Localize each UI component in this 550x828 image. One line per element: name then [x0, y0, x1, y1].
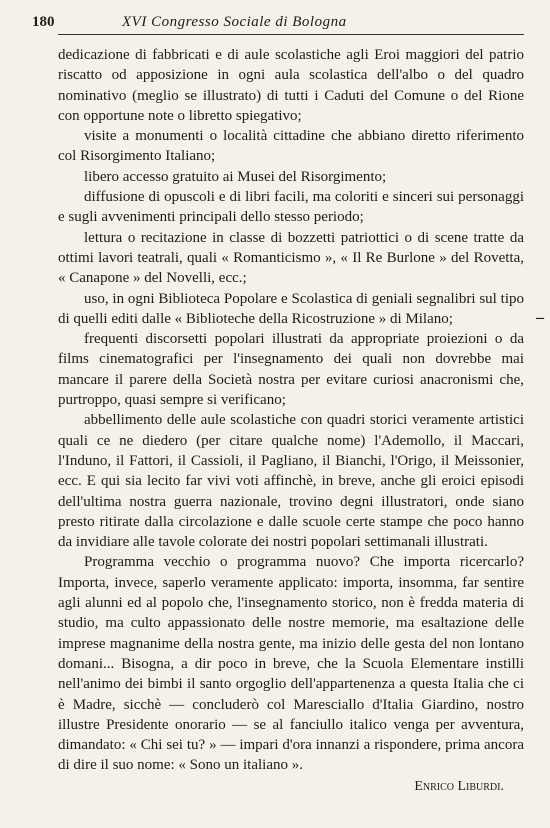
paragraph: lettura o recitazione in classe di bozzetti patriottici o di scene tratte da ottimi lavori teatrali, quali « Romanticismo », « Il Re Burlone » del Rovetta, « Canapone » del Novelli, ecc.; — [58, 229, 524, 287]
paragraph: diffusione di opuscoli e di libri facili, ma coloriti e sinceri sui personaggi e sugli avvenimenti principali dello stesso periodo; — [58, 189, 524, 226]
paragraph: dedicazione di fabbricati e di aule scolastiche agli Eroi maggiori del patrio riscatto od apposizione in ogni aula scolastica dell'albo o del quadro nominativo (meglio se illustrato) di tutti i Caduti del Comune o del Rione con opportune note o libretto spiegativo; — [58, 47, 524, 124]
paragraph: abbellimento delle aule scolastiche con quadri storici veramente artistici quali ce ne diedero (per citare qualche nome) l'Ademollo, il Maccari, l'Induno, il Fattori, il Cassioli, il Pagliano, il Bianchi, l'Origo, il Meissonier, ecc. E qui sia lecito far vivi voti affinchè, in breve, anche gli eroici episodi dell'ultima nostra guerra nazionale, trovino degni illustratori, onde siano presto ritirate dalla circolazione e dalle scuole certe stampe che poco hanno da invidiare alle tavole colorate dei nostri popolari settimanali illustrati. — [58, 412, 524, 551]
page-header — [32, 14, 524, 35]
paragraph: uso, in ogni Biblioteca Popolare e Scolastica di geniali segnalibri sul tipo di quelli editi dalle « Biblioteche della Ricostruzione » di Milano; — [58, 290, 524, 327]
author-signature: Enrico Liburdi. — [414, 778, 504, 794]
margin-mark: – — [536, 309, 544, 326]
running-title: XVI Congresso Sociale di Bologna — [122, 14, 347, 30]
paragraph: frequenti discorsetti popolari illustrati da appropriate proiezioni o da films cinematografici per l'insegnamento dei quali non dovrebbe mai mancare il parere della Società nostra per evitare curiosi anacronismi che, purtroppo, quasi sempre si verificano; — [58, 331, 524, 409]
paragraph: libero accesso gratuito ai Musei del Risorgimento; — [84, 168, 387, 185]
page-number: 180 — [32, 14, 55, 30]
paragraph: visite a monumenti o località cittadine che abbiano diretto riferimento col Risorgimento Italiano; — [58, 128, 524, 165]
paragraph: Programma vecchio o programma nuovo? Che importa ricercarlo? Importa, invece, saperlo veramente applicato: importa, insomma, far sentire agli alunni ed al popolo che, l'insegnamento storico, non è fredda materia di studio, ma culto appassionato delle nostre memorie, ma esaltazione delle imprese magnanime della nostra gente, ma inizio delle gesta del non lontano domani... Bisogna, a dir poco in breve, che la Scuola Elementare instilli nell'animo dei bimbi il santo orgoglio dell'appartenenza a questa Italia che ci è Madre, sicchè — concluderò col Maresciallo d'Italia Giardino, nostro illustre Presidente onorario — se al fanciullo italico venga per avventura, dimandato: « Chi sei tu? » — impari d'ora innanzi a rispondere, prima ancora di dire il suo nome: « Sono un italiano ». — [58, 554, 524, 774]
body-text — [58, 45, 524, 797]
